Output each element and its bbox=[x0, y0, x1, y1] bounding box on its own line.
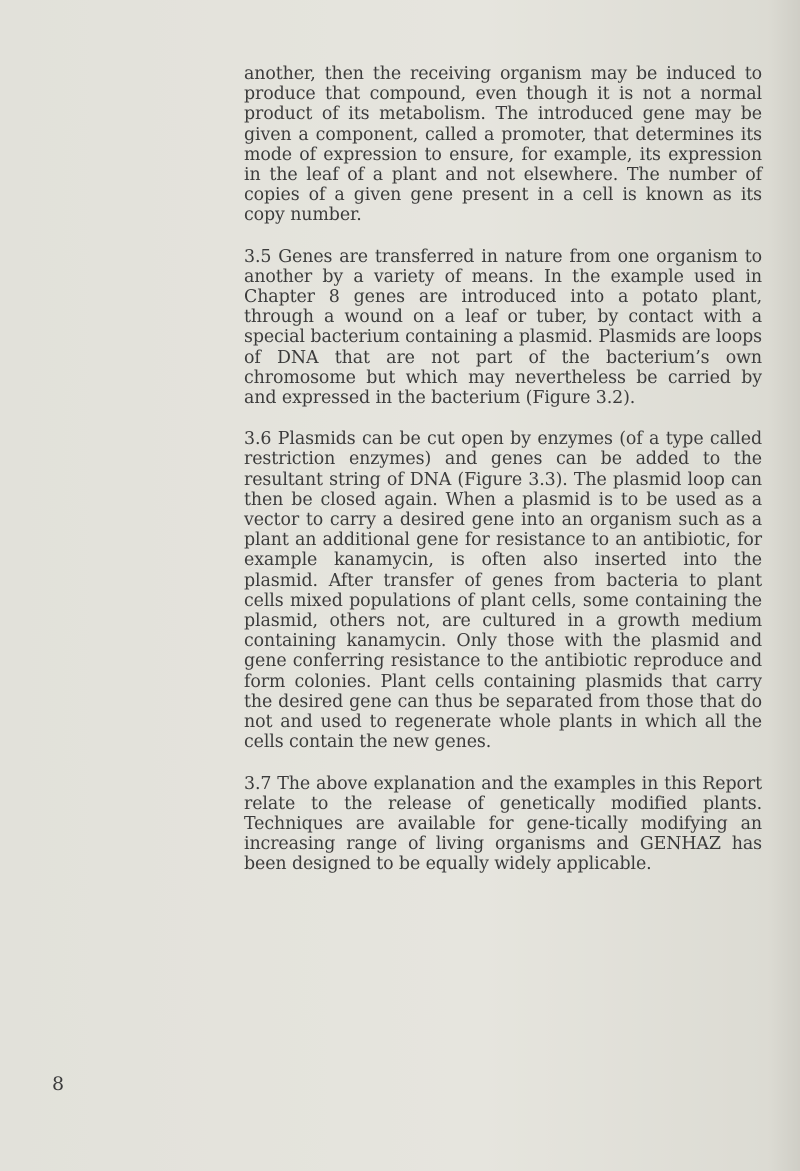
paragraph-continuation: another, then the receiving organism may be induced to produce that compound, even though it is not a normal product of its metabolism. The introduced gene may be given a component, called a promoter, that determines its mode of expression to ensure, for example, its expression in the leaf of a plant and not elsewhere. The number of copies of a given gene present in a cell is known as its copy number. bbox=[244, 64, 762, 226]
body-text bbox=[244, 64, 762, 875]
paragraph-3-7: 3.7 The above explanation and the examples in this Report relate to the release of genetically modified plants. Techniques are available for gene-tically modifying an increasing range of living organisms and GENHAZ has been designed to be equally widely applicable. bbox=[244, 773, 762, 875]
paragraph-3-6: 3.6 Plasmids can be cut open by enzymes (of a type called restriction enzymes) and genes can be added to the resultant string of DNA (Figure 3.3). The plasmid loop can then be closed again. When a plasmid is to be used as a vector to carry a desired gene into an organism such as a plant an additional gene for resistance to an antibiotic, for example kanamycin, is often also inserted into the plasmid. After transfer of genes from bacteria to plant cells mixed populations of plant cells, some containing the plasmid, others not, are cultured in a growth medium containing kanamycin. Only those with the plasmid and gene conferring resistance to the antibiotic reproduce and form colonies. Plant cells containing plasmids that carry the desired gene can thus be separated from those that do not and used to regenerate whole plants in which all the cells contain the new genes. bbox=[244, 429, 762, 753]
paragraph-3-5: 3.5 Genes are transferred in nature from one organism to another by a variety of means. In the example used in Chapter 8 genes are introduced into a potato plant, through a wound on a leaf or tuber, by contact with a special bacterium containing a plasmid. Plasmids are loops of DNA that are not part of the bacterium’s own chromosome but which may nevertheless be carried by and expressed in the bacterium (Figure 3.2). bbox=[244, 246, 762, 409]
page-number: 8 bbox=[52, 1073, 65, 1095]
